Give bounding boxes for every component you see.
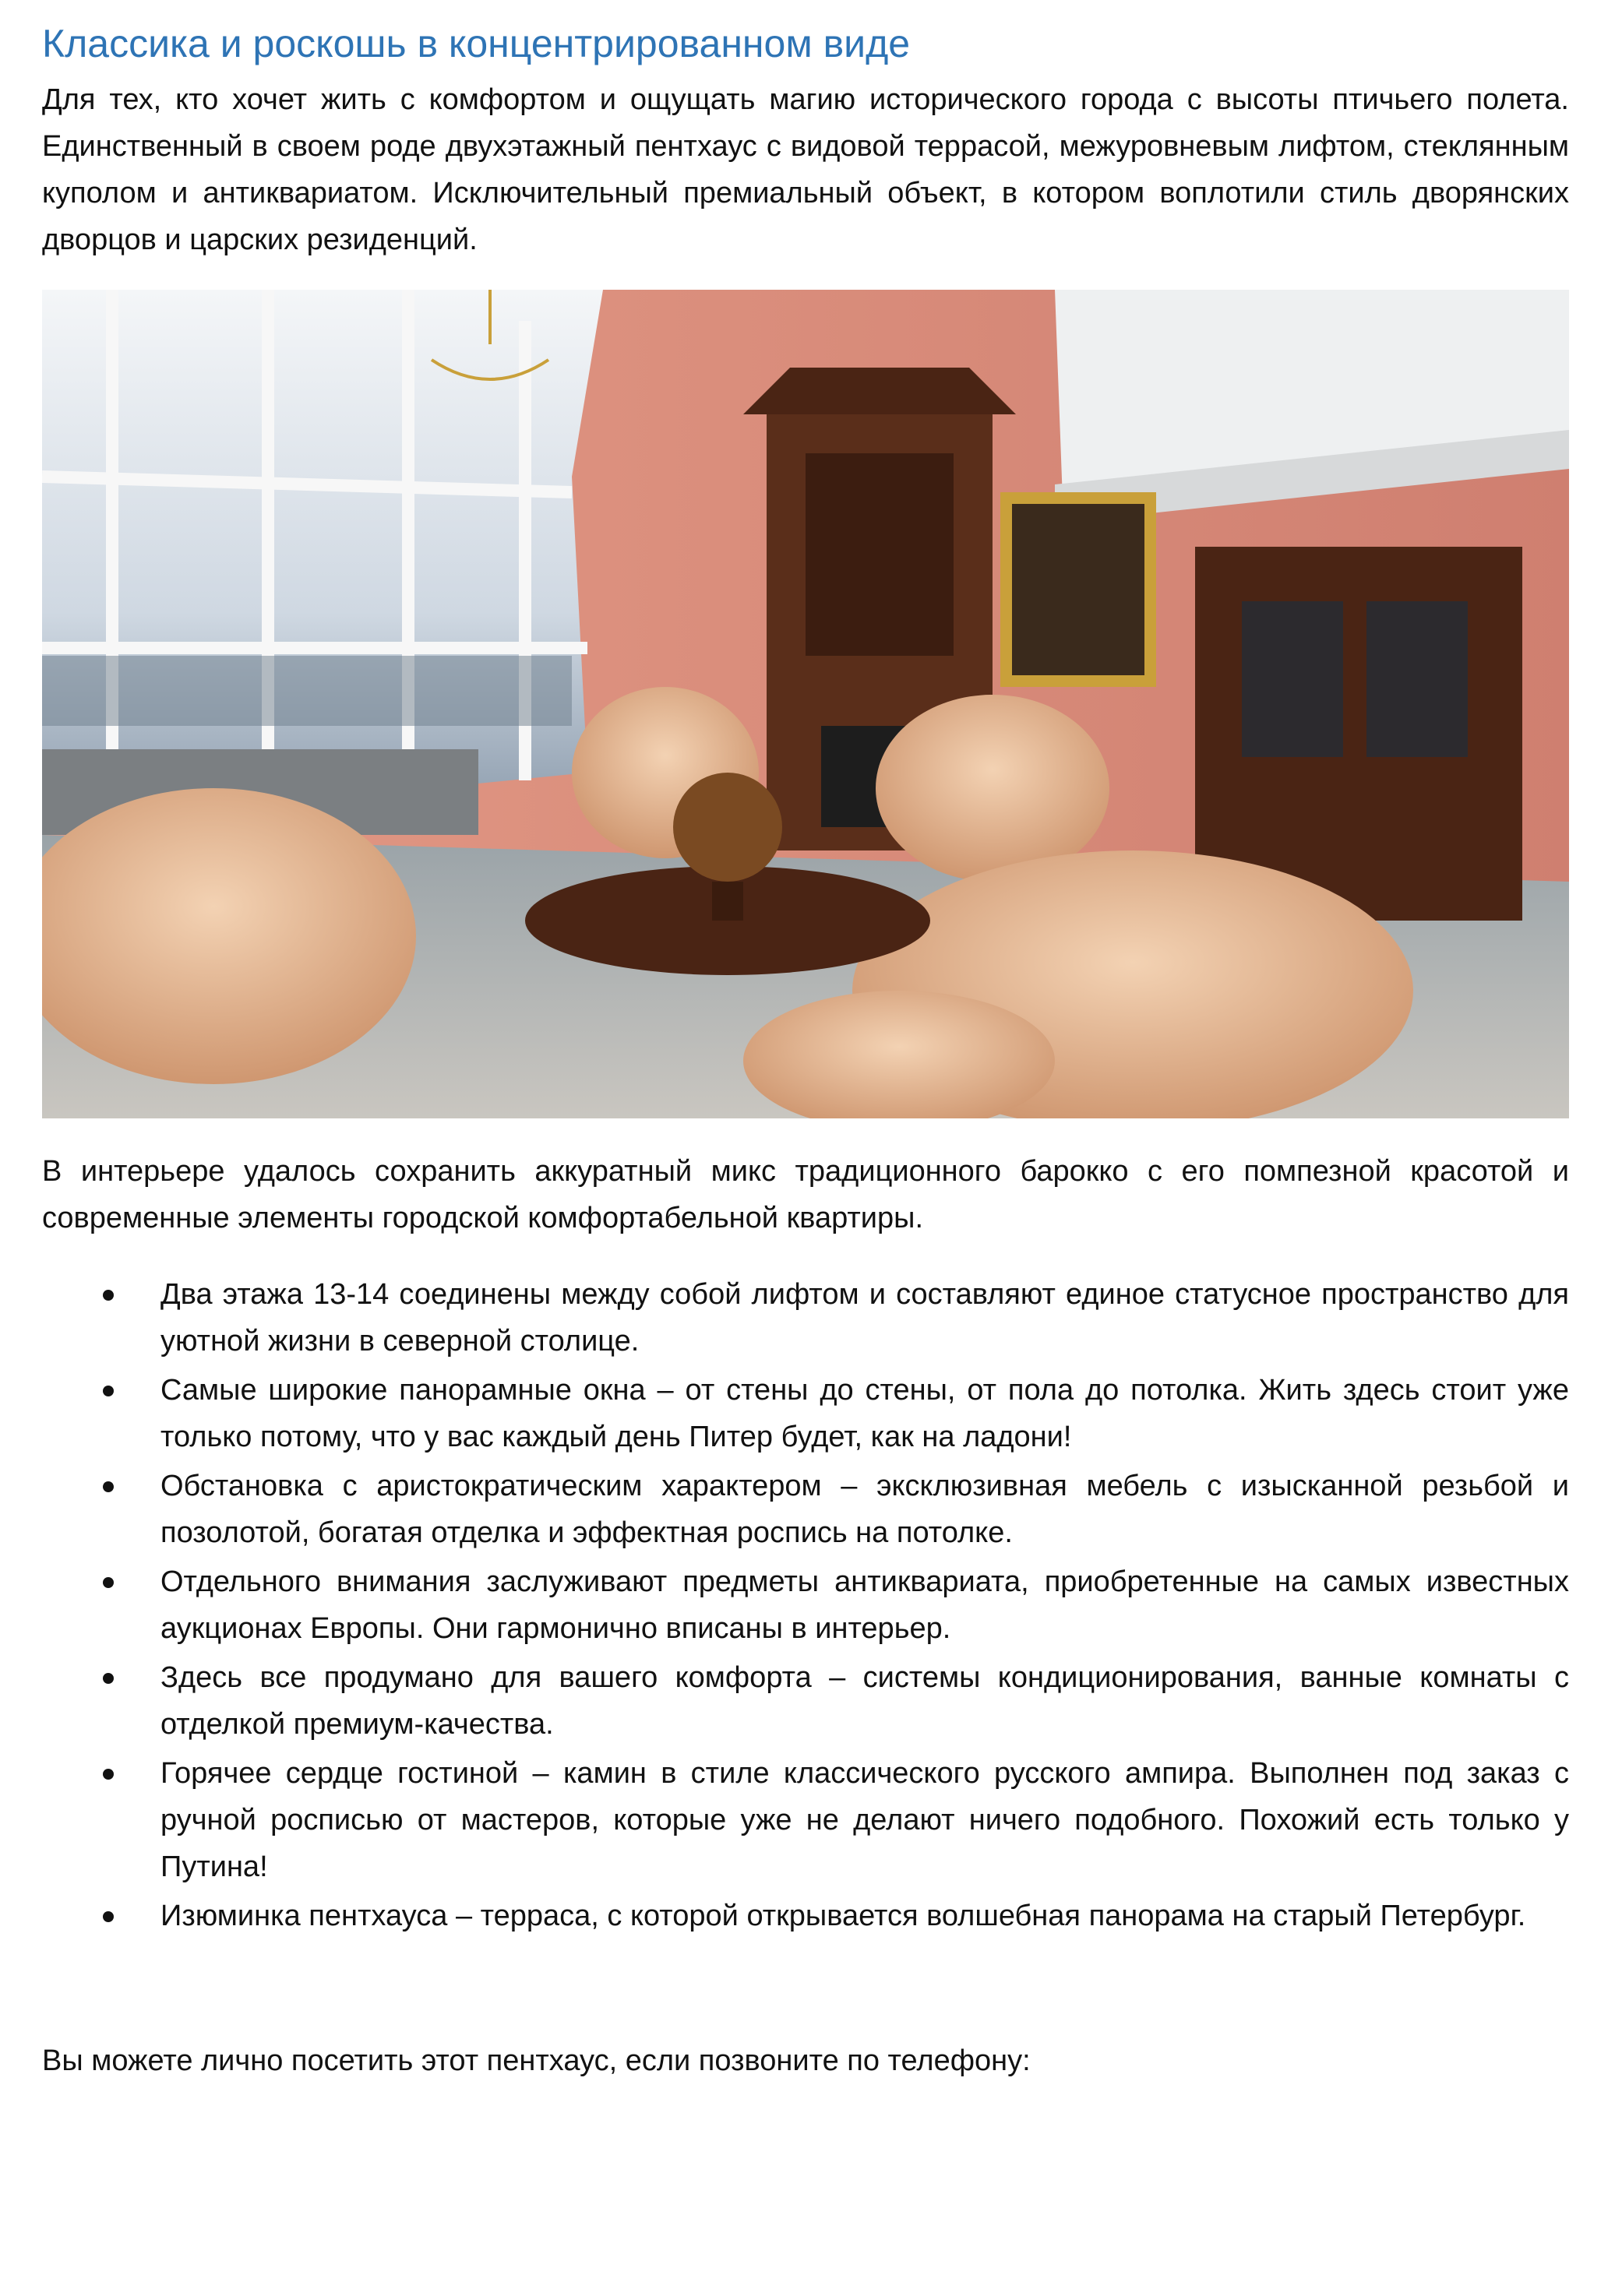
feature-text-2: Самые широкие панорамные окна – от стены до стены, от пола до потолка. Жить здесь стоит уже только потому, что у вас каждый день Питер будет, как на ладони! xyxy=(160,1374,1569,1453)
feature-bullet-5 xyxy=(42,1654,1569,1748)
living-room-photo xyxy=(42,290,1569,1118)
bullet-icon xyxy=(103,1386,114,1396)
bullet-icon xyxy=(103,1673,114,1684)
interior-mix-paragraph: В интерьере удалось сохранить аккуратный микс традиционного барокко с его помпезной красотой и современные элементы городской комфортабельной квартиры. xyxy=(42,1155,1569,1234)
bullet-icon xyxy=(103,1577,114,1588)
feature-bullet-6 xyxy=(42,1750,1569,1890)
visit-paragraph: Вы можете лично посетить этот пентхаус, если позвоните по телефону: xyxy=(42,2044,1031,2077)
feature-bullet-7 xyxy=(42,1893,1569,1939)
feature-text-5: Здесь все продумано для вашего комфорта – системы кондиционирования, ванные комнаты с отделкой премиум-качества. xyxy=(160,1661,1569,1741)
feature-text-6: Горячее сердце гостиной – камин в стиле классического русского ампира. Выполнен под заказ с ручной росписью от мастеров, которые уже не делают ничего подобного. Похожий есть только у Путина! xyxy=(160,1757,1569,1883)
feature-bullet-3 xyxy=(42,1463,1569,1556)
feature-text-1: Два этажа 13-14 соединены между собой лифтом и составляют единое статусное пространство для уютной жизни в северной столице. xyxy=(160,1278,1569,1358)
feature-text-4: Отдельного внимания заслуживают предметы антиквариата, приобретенные на самых известных аукционах Европы. Они гармонично вписаны в интерьер. xyxy=(160,1565,1569,1645)
feature-bullet-4 xyxy=(42,1558,1569,1652)
feature-text-3: Обстановка с аристократическим характером – эксклюзивная мебель с изысканной резьбой и позолотой, богатая отделка и эффектная роспись на потолке. xyxy=(160,1470,1569,1549)
page-title: Классика и роскошь в концентрированном виде xyxy=(42,22,911,65)
intro-paragraph: Для тех, кто хочет жить с комфортом и ощущать магию исторического города с высоты птичьего полета. Единственный в своем роде двухэтажный пентхаус с видовой террасой, межуровневым лифтом, стеклянным куполом и антиквариатом. Исключительный премиальный объект, в котором воплотили стиль дворянских дворцов и царских резиденций. xyxy=(42,83,1569,256)
feature-bullet-1 xyxy=(42,1271,1569,1365)
feature-bullet-2 xyxy=(42,1367,1569,1460)
bullet-icon xyxy=(103,1290,114,1301)
bullet-icon xyxy=(103,1769,114,1780)
features-list xyxy=(42,1271,1569,1942)
feature-text-7: Изюминка пентхауса – терраса, с которой открывается волшебная панорама на старый Петербург. xyxy=(160,1900,1526,1932)
bullet-icon xyxy=(103,1481,114,1492)
bullet-icon xyxy=(103,1911,114,1922)
